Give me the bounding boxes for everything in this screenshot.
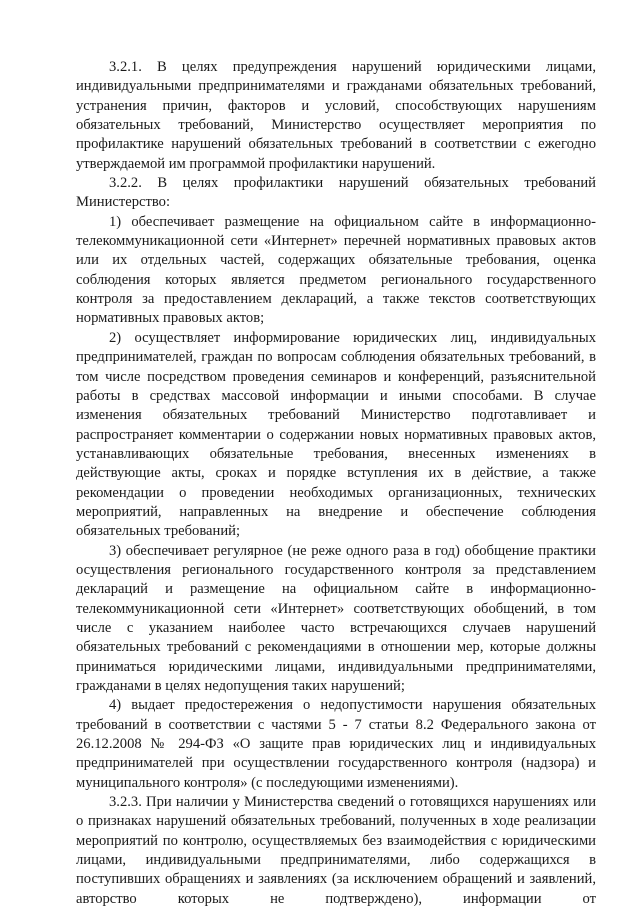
paragraph-item-3: 3) обеспечивает регулярное (не реже одного раза в год) обобщение практики осуществления регионального государственного контроля за представлением деклараций и размещение на официальном сайте в информационно-телекоммуникационной сети «Интернет» соответствующих обобщений, в том числе с указанием наиболее часто встречающихся случаев нарушений обязательных требований с рекомендациями в отношении мер, которые должны приниматься юридическими лицами, индивидуальными предпринимателями, гражданами в целях недопущения таких нарушений; [76, 542, 596, 694]
paragraph-3-2-1: 3.2.1. В целях предупреждения нарушений юридическими лицами, индивидуальными предпринимателями и гражданами обязательных требований, устранения причин, факторов и условий, способствующих нарушениям обязательных требований, Министерство осуществляет мероприятия по профилактике нарушений обязательных требований в соответствии с ежегодно утверждаемой им программой профилактики нарушений. [76, 59, 596, 172]
paragraph-item-1: 1) обеспечивает размещение на официальном сайте в информационно-телекоммуникационной сети «Интернет» перечней нормативных правовых актов или их отдельных частей, содержащих обязательные требования, оценка соблюдения которых является предметом регионального государственного контроля за предоставлением деклараций, а также текстов соответствующих нормативных правовых актов; [76, 213, 596, 327]
document-body [76, 58, 596, 909]
paragraph-3-2-2: 3.2.2. В целях профилактики нарушений обязательных требований Министерство: [76, 175, 596, 211]
paragraph-item-4: 4) выдает предостережения о недопустимости нарушения обязательных требований в соответствии с частями 5 - 7 статьи 8.2 Федерального закона от 26.12.2008 № 294-ФЗ «О защите прав юридических лиц и индивидуальных предпринимателей при осуществлении государственного контроля (надзора) и муниципального контроля» (с последующими изменениями). [76, 697, 596, 791]
paragraph-3-2-3: 3.2.3. При наличии у Министерства сведений о готовящихся нарушениях или о признаках нарушений обязательных требований, полученных в ходе реализации мероприятий по контролю, осуществляемых без взаимодействия с юридическими лицами, индивидуальными предпринимателями, либо содержащихся в поступивших обращениях и заявлениях (за исключением обращений и заявлений, авторство которых не подтверждено), информации от [76, 794, 596, 907]
paragraph-item-2: 2) осуществляет информирование юридических лиц, индивидуальных предпринимателей, граждан по вопросам соблюдения обязательных требований, в том числе посредством проведения семинаров и конференций, разъяснительной работы в средствах массовой информации и иными способами. В случае изменения обязательных требований Министерство подготавливает и распространяет комментарии о содержании новых нормативных правовых актов, устанавливающих обязательные требования, внесенных изменениях в действующие акты, сроках и порядке вступления их в действие, а также рекомендации о проведении необходимых организационных, технических мероприятий, направленных на внедрение и обеспечение соблюдения обязательных требований; [76, 329, 596, 540]
